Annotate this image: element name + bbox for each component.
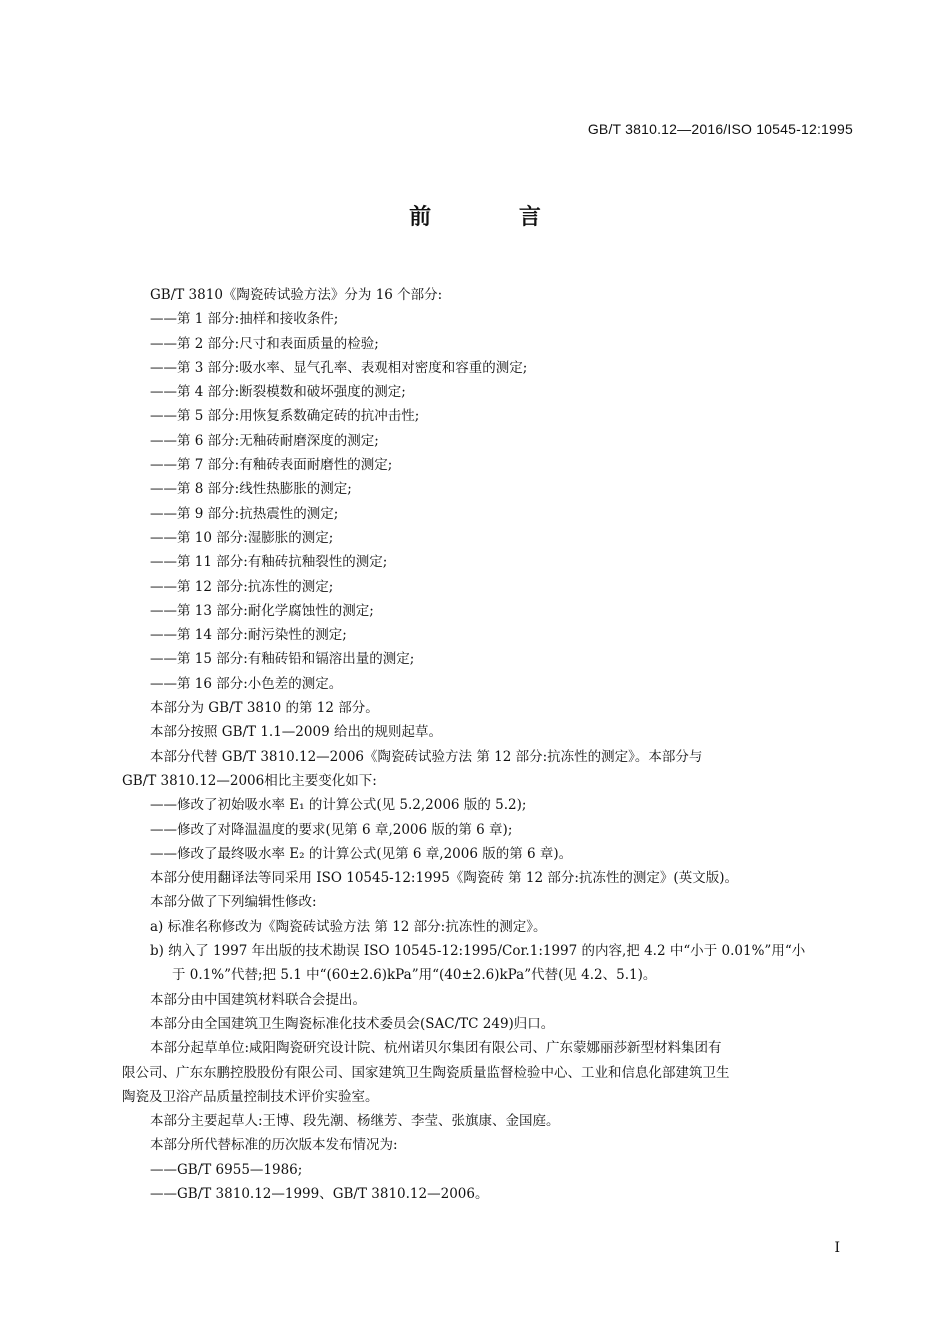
replaces-paragraph-line-2: GB/T 3810.12—2006相比主要变化如下:	[122, 772, 377, 789]
change-item: ——修改了初始吸水率 E₁ 的计算公式(见 5.2,2006 版的 5.2);	[150, 797, 527, 814]
list-item: ——第 9 部分:抗热震性的测定;	[150, 505, 339, 522]
editorial-item-b-line-2: 于 0.1%”代替;把 5.1 中“(60±2.6)kPa”用“(40±2.6)kPa”代替(见 4.2、5.1)。	[172, 967, 657, 984]
drafting-units-line-3: 陶瓷及卫浴产品质量控制技术评价实验室。	[122, 1088, 379, 1105]
parts-list	[122, 307, 862, 696]
list-item: ——第 13 部分:耐化学腐蚀性的测定;	[150, 602, 374, 619]
proposed-by-paragraph: 本部分由中国建筑材料联合会提出。	[150, 991, 366, 1008]
change-item: ——修改了最终吸水率 E₂ 的计算公式(见第 6 章,2006 版的第 6 章)。	[150, 845, 573, 862]
list-item: ——第 12 部分:抗冻性的测定;	[150, 578, 334, 595]
history-item: ——GB/T 6955—1986;	[150, 1161, 303, 1178]
list-item: ——第 1 部分:抽样和接收条件;	[150, 311, 339, 328]
list-item: ——第 14 部分:耐污染性的测定;	[150, 627, 347, 644]
list-item: ——第 3 部分:吸水率、显气孔率、表观相对密度和容重的测定;	[150, 359, 528, 376]
change-item: ——修改了对降温温度的要求(见第 6 章,2006 版的第 6 章);	[150, 821, 513, 838]
list-item: ——第 5 部分:用恢复系数确定砖的抗冲击性;	[150, 408, 420, 425]
part-of-paragraph: 本部分为 GB/T 3810 的第 12 部分。	[150, 700, 379, 717]
list-item: ——第 8 部分:线性热膨胀的测定;	[150, 481, 352, 498]
editorial-item-b-line-1: b) 纳入了 1997 年出版的技术勘误 ISO 10545-12:1995/Cor.1:1997 的内容,把 4.2 中“小于 0.01%”用“小	[150, 943, 806, 960]
list-item: ——第 10 部分:湿膨胀的测定;	[150, 529, 334, 546]
list-item: ——第 16 部分:小色差的测定。	[150, 675, 343, 692]
drafting-rules-paragraph: 本部分按照 GB/T 1.1—2009 给出的规则起草。	[150, 724, 442, 741]
page-title: 前 言	[409, 204, 581, 230]
foreword-body	[122, 283, 862, 1206]
document-code: GB/T 3810.12—2016/ISO 10545-12:1995	[587, 121, 853, 137]
replaces-paragraph-line-1: 本部分代替 GB/T 3810.12—2006《陶瓷砖试验方法 第 12 部分:抗冻性的测定》。本部分与	[150, 748, 703, 765]
page-number: I	[834, 1240, 840, 1256]
intro-paragraph: GB/T 3810《陶瓷砖试验方法》分为 16 个部分:	[150, 287, 443, 303]
list-item: ——第 15 部分:有釉砖铅和镉溶出量的测定;	[150, 651, 415, 668]
centralized-paragraph: 本部分由全国建筑卫生陶瓷标准化技术委员会(SAC/TC 249)归口。	[150, 1015, 555, 1032]
drafters-paragraph: 本部分主要起草人:王博、段先潮、杨继芳、李莹、张旗康、金国庭。	[150, 1113, 560, 1130]
drafting-units-line-1: 本部分起草单位:咸阳陶瓷研究设计院、杭州诺贝尔集团有限公司、广东蒙娜丽莎新型材料集团有	[150, 1040, 722, 1057]
editorial-item-a: a) 标准名称修改为《陶瓷砖试验方法 第 12 部分:抗冻性的测定》。	[150, 918, 547, 935]
translation-paragraph: 本部分使用翻译法等同采用 ISO 10545-12:1995《陶瓷砖 第 12 部分:抗冻性的测定》(英文版)。	[150, 870, 738, 887]
history-item: ——GB/T 3810.12—1999、GB/T 3810.12—2006。	[150, 1185, 489, 1202]
list-item: ——第 2 部分:尺寸和表面质量的检验;	[150, 335, 379, 352]
list-item: ——第 11 部分:有釉砖抗釉裂性的测定;	[150, 554, 388, 571]
drafting-units-line-2: 限公司、广东东鹏控股股份有限公司、国家建筑卫生陶瓷质量监督检验中心、工业和信息化部建筑卫生	[122, 1064, 730, 1081]
editorial-paragraph: 本部分做了下列编辑性修改:	[150, 894, 317, 911]
list-item: ——第 4 部分:断裂模数和破坏强度的测定;	[150, 384, 406, 401]
list-item: ——第 7 部分:有釉砖表面耐磨性的测定;	[150, 457, 393, 474]
list-item: ——第 6 部分:无釉砖耐磨深度的测定;	[150, 432, 379, 449]
history-paragraph: 本部分所代替标准的历次版本发布情况为:	[150, 1137, 398, 1154]
